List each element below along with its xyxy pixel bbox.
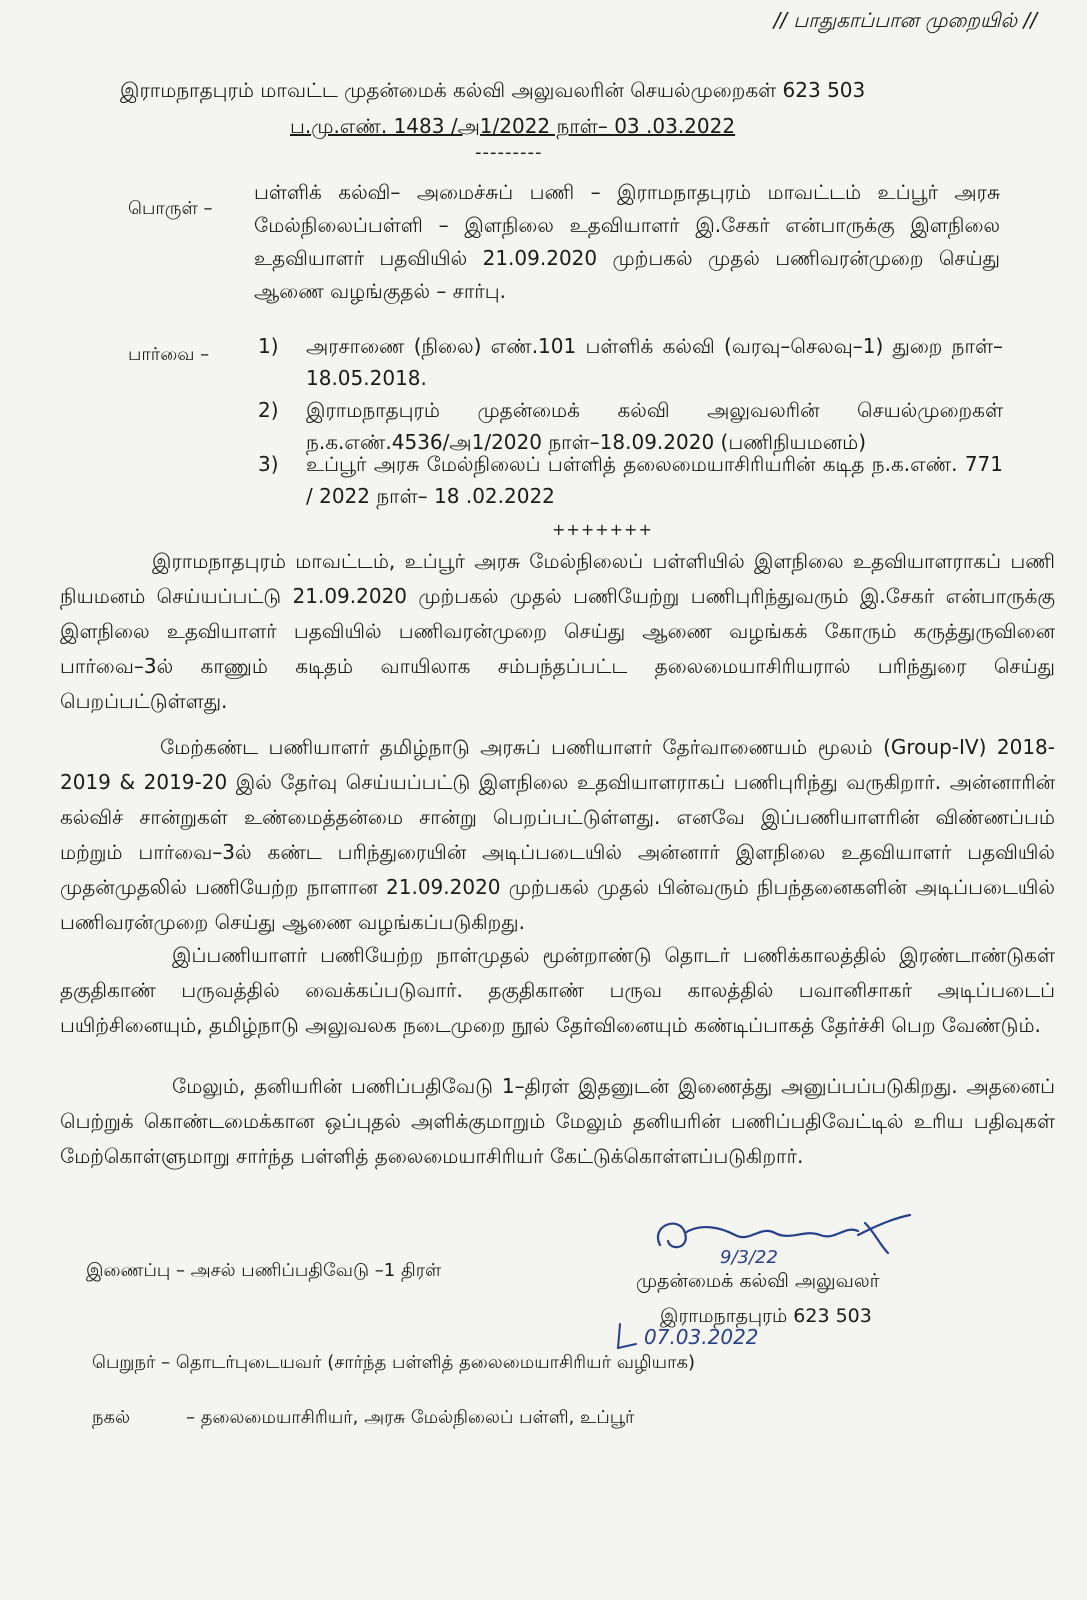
separator-dashes: --------- <box>475 142 543 163</box>
separator-plus: +++++++ <box>552 520 653 539</box>
body-paragraph-3: இப்பணியாளர் பணியேற்ற நாள்முதல் மூன்றாண்டு தொடர் பணிக்காலத்தில் இரண்டாண்டுகள் தகுதிகாண் பருவத்தில் வைக்கப்படுவார். தகுதிகாண் பருவ காலத்தில் பவானிசாகர் அடிப்படைப் பயிற்சினையும், தமிழ்நாடு அலுவலக நடைமுறை நூல் தேர்வினையும் கண்டிப்பாகத் தேர்ச்சி பெற வேண்டும். <box>60 943 1055 1037</box>
body-paragraph-4: மேலும், தனியரின் பணிப்பதிவேடு 1–திரள் இதனுடன் இணைத்து அனுப்பப்படுகிறது. அதனைப் பெற்றுக் கொண்டமைக்கான ஒப்புதல் அளிக்குமாறும் மேலும் தனியரின் பணிப்பதிவேட்டில் உரிய பதிவுகள் மேற்கொள்ளுமாறு சார்ந்த பள்ளித் தலைமையாசிரியர் கேட்டுக்கொள்ளப்படுகிறார். <box>60 1074 1055 1168</box>
office-title: இராமநாதபுரம் மாவட்ட முதன்மைக் கல்வி அலுவலரின் செயல்முறைகள் 623 503 <box>120 78 866 102</box>
confidential-marking: // பாதுகாப்பான முறையில் // <box>773 8 1037 32</box>
enclosure-note: இணைப்பு – அசல் பணிப்பதிவேடு –1 திரள் <box>86 1260 442 1281</box>
handwritten-signature <box>640 1205 920 1269</box>
reference-text: அரசாணை (நிலை) எண்.101 பள்ளிக் கல்வி (வரவு–செலவு–1) துறை நாள்–18.05.2018. <box>306 334 1003 390</box>
copy-label: நகல் <box>92 1407 131 1428</box>
reference-number: 2) <box>258 398 279 422</box>
signatory-place: இராமநாதபுரம் 623 503 <box>660 1305 872 1327</box>
body-paragraph-1: இராமநாதபுரம் மாவட்டம், உப்பூர் அரசு மேல்நிலைப் பள்ளியில் இளநிலை உதவியாளராகப் பணி நியமனம் செய்யப்பட்டு 21.09.2020 முற்பகல் முதல் பணியேற்று பணிபுரிந்துவரும் இ.சேகர் என்பாருக்கு இளநிலை உதவியாளர் பதவியில் பணிவரன்முறை செய்து ஆணை வழங்கக் கோரும் கருத்துருவினை பார்வை–3ல் காணும் கடிதம் வாயிலாக சம்பந்தப்பட்ட தலைமையாசிரியரால் பரிந்துரை செய்து பெறப்பட்டுள்ளது. <box>60 549 1055 713</box>
reference-number: 1) <box>258 334 279 358</box>
references-label: பார்வை – <box>128 344 210 365</box>
reference-number: 3) <box>258 452 279 476</box>
handwritten-date-text: 07.03.2022 <box>644 1325 759 1349</box>
subject-text: பள்ளிக் கல்வி– அமைச்சுப் பணி – இராமநாதபுரம் மாவட்டம் உப்பூர் அரசு மேல்நிலைப்பள்ளி – இளநிலை உதவியாளர் இ.சேகர் என்பாருக்கு இளநிலை உதவியாளர் பதவியில் 21.09.2020 முற்பகல் முதல் பணிவரன்முறை செய்து ஆணை வழங்குதல் – சார்பு. <box>254 180 1000 303</box>
reference-text: உப்பூர் அரசு மேல்நிலைப் பள்ளித் தலைமையாசிரியரின் கடித ந.க.எண். 771 / 2022 நாள்– 18 .02.2022 <box>306 452 1003 508</box>
reference-item <box>258 448 1003 512</box>
copy-recipient: – தலைமையாசிரியர், அரசு மேல்நிலைப் பள்ளி, உப்பூர் <box>186 1407 635 1428</box>
signatory-title: முதன்மைக் கல்வி அலுவலர் <box>636 1270 880 1292</box>
reference-text: இராமநாதபுரம் முதன்மைக் கல்வி அலுவலரின் செயல்முறைகள் ந.க.எண்.4536/அ1/2020 நாள்–18.09.2020 (பணிநியமனம்) <box>306 398 1003 454</box>
handwritten-date <box>614 1318 894 1354</box>
signature-date: 9/3/22 <box>720 1247 778 1268</box>
recipient-line: பெறுநர் – தொடர்புடையவர் (சார்ந்த பள்ளித் தலைமையாசிரியர் வழியாக) <box>92 1352 696 1373</box>
body-paragraph-2: மேற்கண்ட பணியாளர் தமிழ்நாடு அரசுப் பணியாளர் தேர்வாணையம் மூலம் (Group-IV) 2018-2019 & 2019-20 இல் தேர்வு செய்யப்பட்டு இளநிலை உதவியாளராகப் பணிபுரிந்து வருகிறார். அன்னாரின் கல்விச் சான்றுகள் உண்மைத்தன்மை சான்று பெறப்பட்டுள்ளது. எனவே இப்பணியாளரின் விண்ணப்பம் மற்றும் பார்வை–3ல் கண்ட பரிந்துரையின் அடிப்படையில் அன்னார் இளநிலை உதவியாளர் பதவியில் முதன்முதலில் பணியேற்ற நாளான 21.09.2020 முற்பகல் முதல் பின்வரும் நிபந்தனைகளின் அடிப்படையில் பணிவரன்முறை செய்து ஆணை வழங்கப்படுகிறது. <box>60 735 1055 934</box>
proceedings-number: ப.மு.எண். 1483 /அ1/2022 நாள்– 03 .03.2022 <box>290 114 736 138</box>
reference-item <box>258 330 1003 394</box>
subject-label: பொருள் – <box>128 198 213 219</box>
